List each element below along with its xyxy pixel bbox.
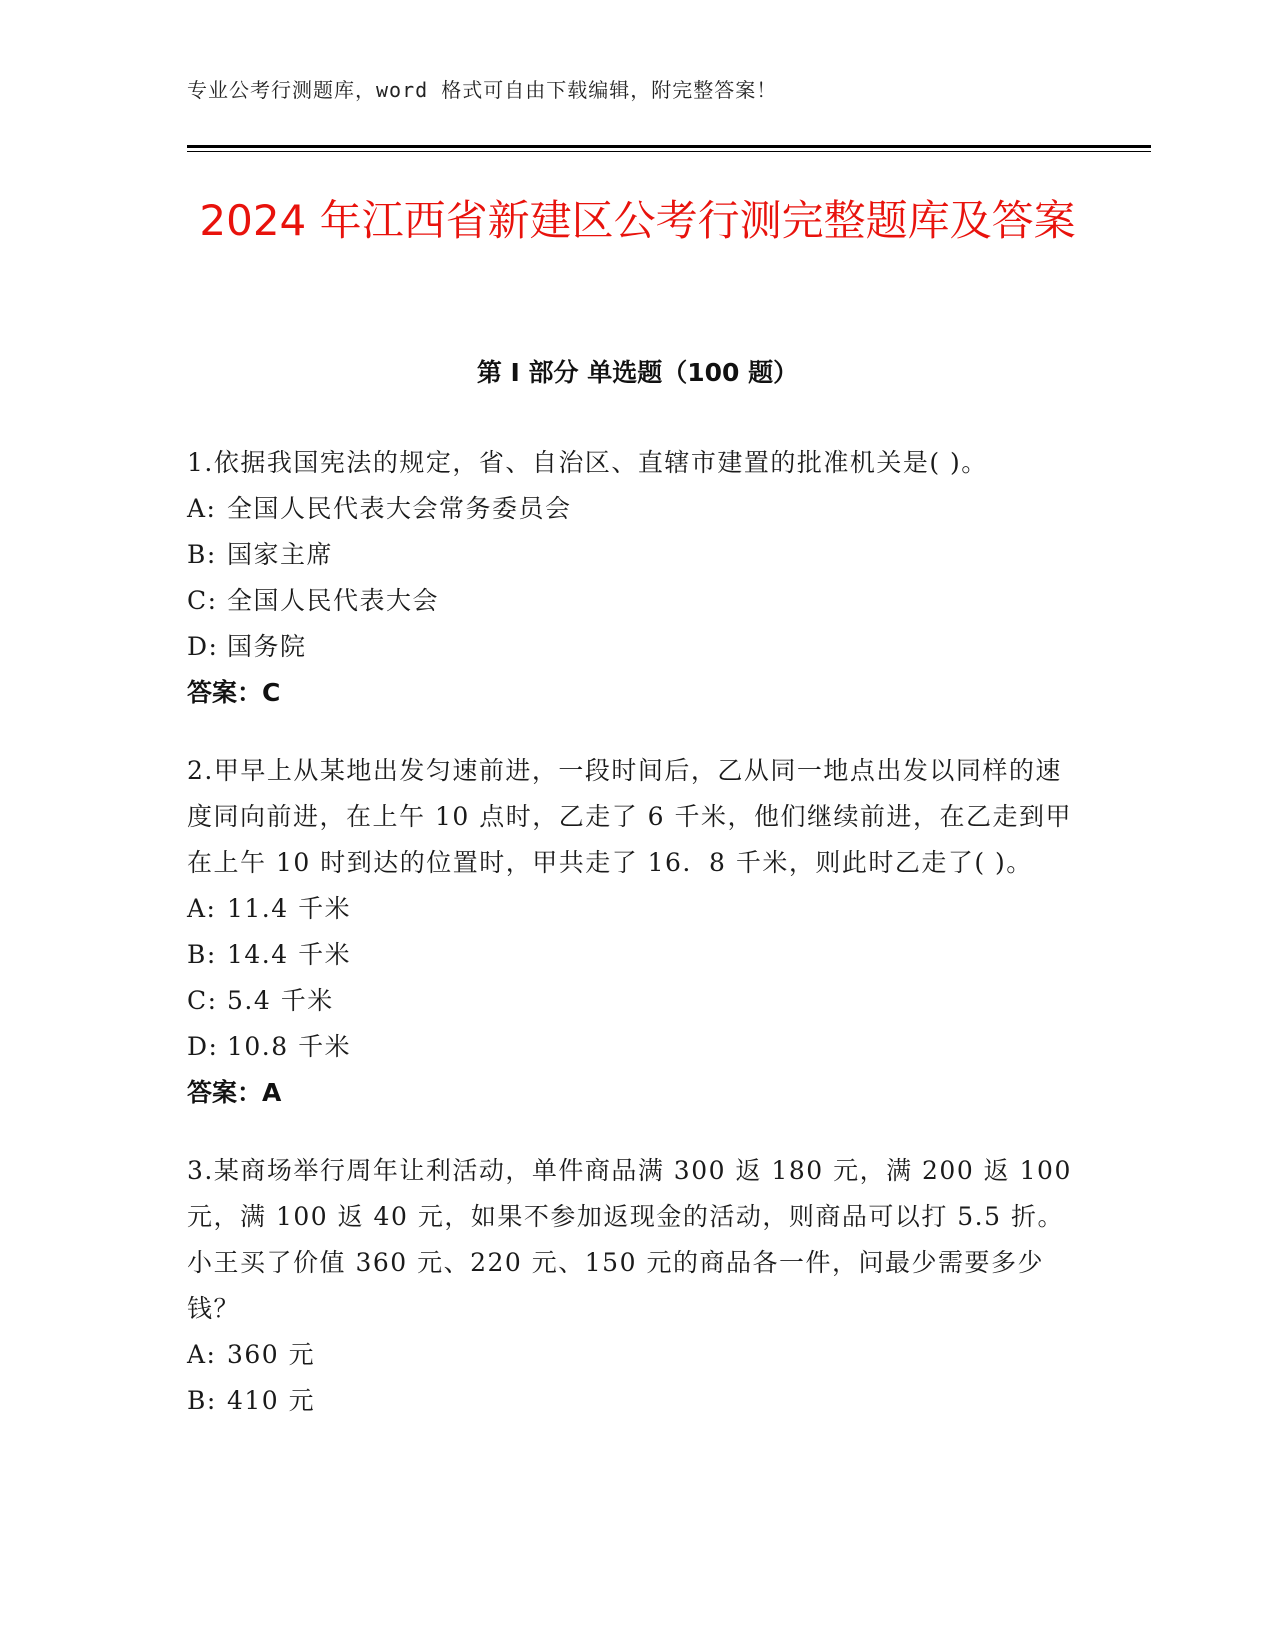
question-stem: 1.依据我国宪法的规定，省、自治区、直辖市建置的批准机关是( )。 — [187, 448, 988, 477]
question-item — [187, 440, 1087, 716]
section-heading: 第 I 部分 单选题（100 题） — [476, 358, 799, 387]
option-letter: A: — [187, 894, 217, 923]
question-stem: 2.甲早上从某地出发匀速前进，一段时间后，乙从同一地点出发以同样的速度同向前进，在上午 10 点时，乙走了 6 千米，他们继续前进，在乙走到甲在上午 10 时到达的位置时，甲共走了 16．8 千米，则此时乙走了( )。 — [187, 756, 1073, 877]
option-letter: C: — [187, 986, 218, 1015]
question-item — [187, 748, 1087, 1116]
header-divider-thick — [187, 145, 1151, 148]
option-text: 410 元 — [227, 1386, 316, 1415]
option-text: 国务院 — [227, 632, 307, 661]
option-letter: A: — [187, 494, 217, 523]
document-title: 2024 年江西省新建区公考行测完整题库及答案 — [199, 196, 1076, 245]
option-text: 10.8 千米 — [227, 1032, 352, 1061]
option-b — [187, 1378, 1087, 1424]
option-a — [187, 486, 1087, 532]
option-a — [187, 886, 1087, 932]
option-text: 11.4 千米 — [227, 894, 352, 923]
option-c — [187, 578, 1087, 624]
header-divider-thin — [187, 151, 1151, 152]
option-letter: B: — [187, 540, 217, 569]
question-item — [187, 1148, 1087, 1424]
option-text: 全国人民代表大会常务委员会 — [227, 494, 572, 523]
option-text: 14.4 千米 — [227, 940, 352, 969]
question-list — [187, 440, 1087, 1456]
option-letter: B: — [187, 940, 217, 969]
option-d — [187, 1024, 1087, 1070]
header-note: 专业公考行测题库，word 格式可自由下载编辑，附完整答案！ — [187, 78, 778, 102]
option-d — [187, 624, 1087, 670]
option-b — [187, 532, 1087, 578]
option-letter: D: — [187, 632, 219, 661]
option-letter: A: — [187, 1340, 217, 1369]
answer-line: 答案：C — [187, 678, 281, 707]
option-c — [187, 978, 1087, 1024]
option-a — [187, 1332, 1087, 1378]
option-b — [187, 932, 1087, 978]
option-letter: B: — [187, 1386, 217, 1415]
option-text: 全国人民代表大会 — [227, 586, 440, 615]
option-letter: D: — [187, 1032, 219, 1061]
option-text: 国家主席 — [227, 540, 334, 569]
option-text: 5.4 千米 — [227, 986, 334, 1015]
option-text: 360 元 — [227, 1340, 316, 1369]
answer-line: 答案：A — [187, 1078, 282, 1107]
option-letter: C: — [187, 586, 218, 615]
question-stem: 3.某商场举行周年让利活动，单件商品满 300 返 180 元，满 200 返 100 元，满 100 返 40 元，如果不参加返现金的活动，则商品可以打 5.5 折。小王买了价值 360 元、220 元、150 元的商品各一件，问最少需要多少钱？ — [187, 1156, 1072, 1323]
